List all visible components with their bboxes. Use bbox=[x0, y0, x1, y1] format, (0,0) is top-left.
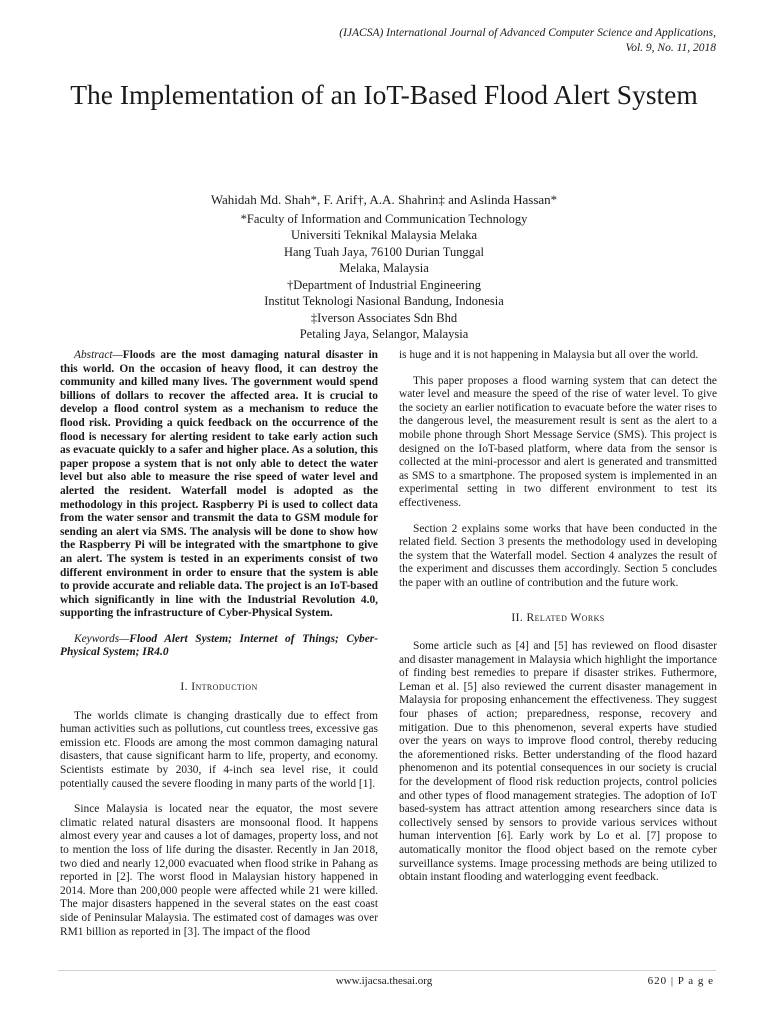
affiliation-line: *Faculty of Information and Communication Technology bbox=[240, 211, 528, 226]
section-heading-introduction: I. Introduction bbox=[180, 680, 258, 694]
journal-volume: Vol. 9, No. 11, 2018 bbox=[625, 42, 716, 54]
affiliation-line: Universiti Teknikal Malaysia Melaka bbox=[291, 228, 477, 242]
page-number: 620 | P a g e bbox=[647, 975, 714, 987]
affiliation-line: Institut Teknologi Nasional Bandung, Indonesia bbox=[264, 294, 504, 308]
keywords bbox=[60, 633, 378, 660]
abstract bbox=[60, 349, 378, 621]
body-paragraph: Some article such as [4] and [5] has reviewed on flood disaster and disaster management in Malaysia which highlight the importance of finding best remedies to prepare if disaster strikes. Futhermore, Leman et al. [5] also reviewed the current disaster management in Malaysia for proposing enhancement the effectiveness. They suggest four phases of action; preparedness, response, recovery and mitigation. Due to this phenomenon, several experts have studied over the years on ways to improve flood control, thereby reducing the aforementioned risks. Better understanding of the flood hazard phenomenon and its potential consequences in our society is crucial for the development of flood risk reduction projects, control policies and other types of flood management strategies. The adoption of IoT based-system has attract attention among researchers since data is collectively sensed by sensors to provide various services without human intervention [6]. Early work by Lo et al. [7] propose to automatically monitor the flood object based on the remote cyber surveillance systems. Image processing methods are being utilized to obtain instant flooding and waterlogging event feedback. bbox=[399, 640, 717, 884]
body-paragraph: is huge and it is not happening in Malaysia but all over the world. bbox=[399, 349, 699, 361]
affiliation-line: Melaka, Malaysia bbox=[339, 261, 429, 275]
body-paragraph: Since Malaysia is located near the equator, the most severe climatic related natural disasters are monsoonal flood. It happens almost every year and causes a lot of damages, property loss, and not to mention the loss of life during the disaster. Recently in Jan 2018, two died and nearly 12,000 evacuated when flood strike in Pahang as reported in [2]. The worst flood in Malaysian history happened in 2014. More than 200,000 people were affected while 21 were killed. The major disasters happened in the several states on the east coast side of Peninsular Malaysia. The estimated cost of damages was over RM1 billion as reported in [3]. The impact of the flood bbox=[60, 803, 378, 938]
author-names: Wahidah Md. Shah*, F. Arif†, A.A. Shahrin‡ and Aslinda Hassan* bbox=[210, 192, 558, 207]
keywords-lead: Keywords— bbox=[74, 632, 130, 645]
journal-header bbox=[339, 26, 716, 56]
affiliation-line: Hang Tuah Jaya, 76100 Durian Tunggal bbox=[283, 244, 484, 259]
right-column bbox=[399, 349, 717, 885]
paper-title: The Implementation of an IoT-Based Flood Alert System bbox=[70, 79, 698, 110]
affiliation-line: ‡Iverson Associates Sdn Bhd bbox=[310, 310, 458, 325]
abstract-lead: Abstract— bbox=[74, 349, 123, 361]
body-paragraph: This paper proposes a flood warning system that can detect the water level and measure the speed of the rise of water level. To give the society an earlier notification to evacuate before the water rises to the dangerous level, the measurement result is sent as the alert to a mobile phone through Short Message Service (SMS). This project is designed on the IoT-based platform, where data from the sensor is collected at the mini-processor and alert is generated and transmitted as SMS to a smartphone. The proposed system is implemented in an experimental setting in two different environment to test its effectiveness. bbox=[399, 374, 717, 509]
journal-name: (IJACSA) International Journal of Advanced Computer Science and Applications, bbox=[339, 27, 716, 39]
abstract-text: Floods are the most damaging natural disaster in this world. On the occasion of heavy flood, it can destroy the community and killed many lives. The government would spend billions of dollars to recover the affected area. It is crucial to develop a flood control system as a mechanism to reduce the flood risk. Providing a quick feedback on the occurrence of the flood is necessary for alerting resident to take early action such as evacuate quickly to a safer and higher place. As a solution, this paper propose a system that is not only able to detect the water level but also able to measure the rise speed of water level and alerted the resident. Waterfall model is adopted as the methodology in this project. Raspberry Pi is used to collect data from the water sensor and transmit the data to GSM module for sending an alert via SMS. The analysis will be done to show how the Raspberry Pi will be integrated with the smartphone to give an alert. The system is tested in an experiments consist of two different environment in order to ensure that the system is able to provide accurate and reliable data. The project is an IoT-based which significantly in line with the Industrial Revolution 4.0, supporting the infrastructure of Cyber-Physical System. bbox=[60, 349, 378, 620]
section-heading-related-works: II. Related Works bbox=[511, 610, 605, 624]
body-paragraph: The worlds climate is changing drastically due to effect from human activities such as pollutions, cut countless trees, excessive gas emission etc. Floods are among the most common damaging natural disasters, that cause significant harm to life, property, and economy. Scientists estimate by 2030, if 4-inch sea level rise, it could potentially caused the severe flooding in many parts of the world [1]. bbox=[60, 709, 378, 790]
footer-divider bbox=[58, 970, 716, 971]
affiliation-line: †Department of Industrial Engineering bbox=[286, 277, 482, 292]
affiliation-line: Petaling Jaya, Selangor, Malaysia bbox=[299, 327, 469, 341]
body-paragraph: Section 2 explains some works that have been conducted in the related field. Section 3 presents the methodology used in developing the system that the Waterfall model. Section 4 analyzes the result of the experiment and discusses them accordingly. Section 5 concludes the paper with an outline of contribution and the future work. bbox=[399, 522, 717, 589]
left-column bbox=[60, 349, 378, 939]
footer-url: www.ijacsa.thesai.org bbox=[335, 975, 433, 987]
author-block bbox=[60, 192, 708, 343]
keywords-text: Flood Alert System; Internet of Things; Cyber-Physical System; IR4.0 bbox=[60, 632, 378, 659]
